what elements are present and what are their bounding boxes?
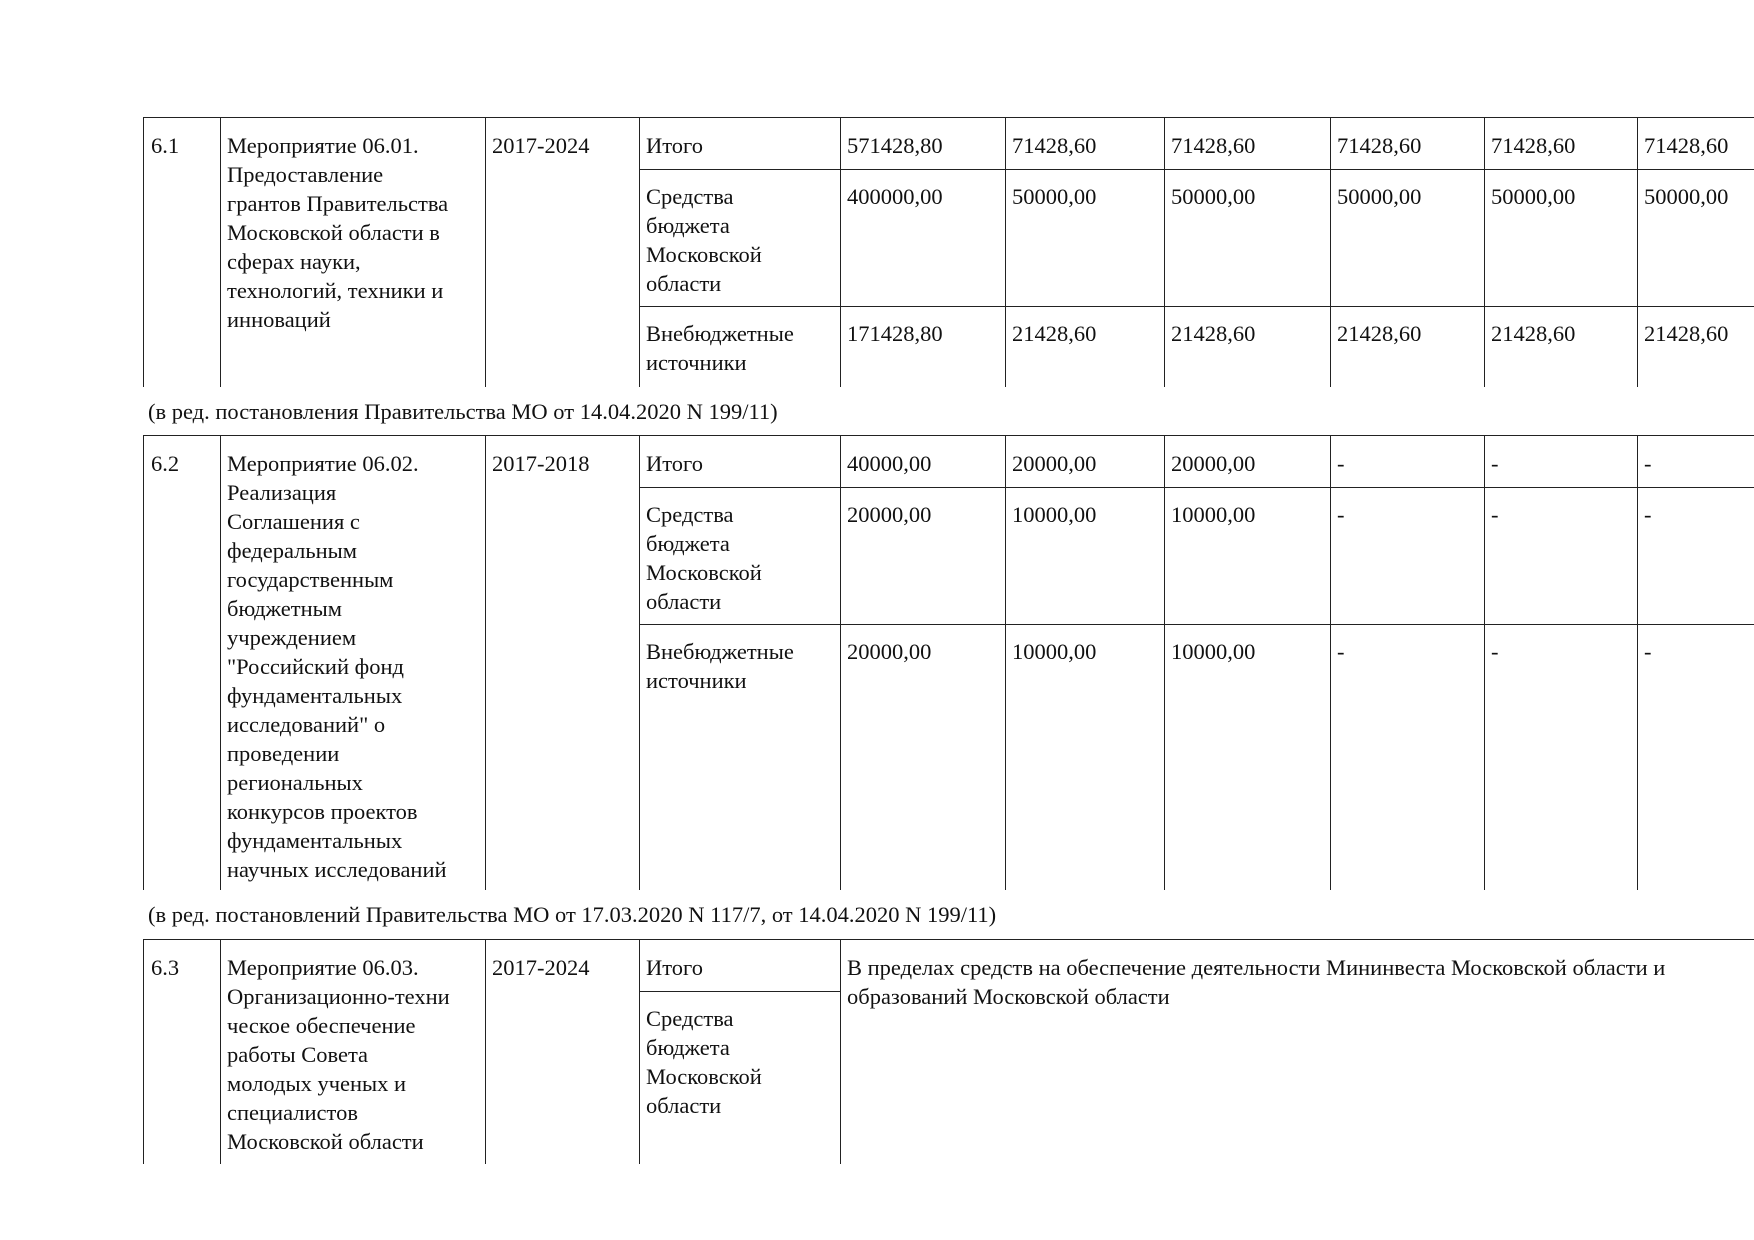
col-border (1164, 435, 1165, 890)
value-cell: 21428,60 (1491, 321, 1576, 346)
source-label: Итого (646, 133, 703, 158)
col-border (143, 939, 144, 1164)
row-number: 6.2 (151, 451, 180, 476)
value-cell: 20000,00 (1171, 451, 1256, 476)
value-cell: 71428,60 (1171, 133, 1256, 158)
row-divider (639, 624, 1754, 625)
value-cell: 21428,60 (1012, 321, 1097, 346)
value-cell: - (1491, 639, 1499, 664)
col-border (1484, 435, 1485, 890)
col-border (220, 117, 221, 387)
value-cell: 50000,00 (1491, 184, 1576, 209)
col-border (1484, 117, 1485, 387)
value-cell: 71428,60 (1012, 133, 1097, 158)
col-border (220, 435, 221, 890)
activity-title: Мероприятие 06.03. Организационно-техни ческое обеспечение работы Совета молодых ученых и специалистов Московской области (227, 955, 450, 1154)
value-cell: - (1337, 451, 1345, 476)
value-cell: 171428,80 (847, 321, 943, 346)
value-cell: 40000,00 (847, 451, 932, 476)
row-top-border (143, 117, 1754, 118)
value-cell: 10000,00 (1012, 502, 1097, 527)
col-border (840, 939, 841, 1164)
value-cell: 50000,00 (1337, 184, 1422, 209)
col-border (1164, 117, 1165, 387)
activity-period: 2017-2018 (492, 451, 590, 476)
col-border (1330, 435, 1331, 890)
value-cell: 20000,00 (847, 639, 932, 664)
value-cell: 10000,00 (1171, 502, 1256, 527)
value-cell: - (1337, 639, 1345, 664)
value-cell: 50000,00 (1012, 184, 1097, 209)
col-border (485, 435, 486, 890)
col-border (1330, 117, 1331, 387)
activity-period: 2017-2024 (492, 955, 590, 980)
row-divider (639, 991, 840, 992)
source-label: Итого (646, 955, 703, 980)
value-cell: 71428,60 (1337, 133, 1422, 158)
col-border (220, 939, 221, 1164)
value-cell: - (1644, 502, 1652, 527)
col-border (485, 117, 486, 387)
value-cell: 50000,00 (1171, 184, 1256, 209)
value-cell: 21428,60 (1171, 321, 1256, 346)
col-border (485, 939, 486, 1164)
activity-title: Мероприятие 06.01. Предоставление грантов Правительства Московской области в сферах науки, технологий, техники и инноваций (227, 133, 449, 332)
value-cell: - (1337, 502, 1345, 527)
value-cell: - (1491, 451, 1499, 476)
row-divider (639, 306, 1754, 307)
merged-funding-text: В пределах средств на обеспечение деятельности Мининвеста Московской области и образований Московской области (847, 955, 1666, 1009)
col-border (840, 117, 841, 387)
col-border (639, 435, 640, 890)
value-cell: 10000,00 (1012, 639, 1097, 664)
source-label: Итого (646, 451, 703, 476)
source-label: Средства бюджета Московской области (646, 1006, 762, 1118)
col-border (840, 435, 841, 890)
col-border (1637, 435, 1638, 890)
col-border (1005, 435, 1006, 890)
source-label: Внебюджетные источники (646, 639, 794, 693)
row-divider (639, 169, 1754, 170)
activity-period: 2017-2024 (492, 133, 590, 158)
value-cell: 571428,80 (847, 133, 943, 158)
col-border (1637, 117, 1638, 387)
row-number: 6.3 (151, 955, 180, 980)
value-cell: 20000,00 (1012, 451, 1097, 476)
value-cell: - (1644, 451, 1652, 476)
value-cell: 21428,60 (1644, 321, 1729, 346)
value-cell: 21428,60 (1337, 321, 1422, 346)
value-cell: 71428,60 (1491, 133, 1576, 158)
value-cell: 71428,60 (1644, 133, 1729, 158)
source-label: Средства бюджета Московской области (646, 184, 762, 296)
value-cell: 50000,00 (1644, 184, 1729, 209)
col-border (1005, 117, 1006, 387)
row-top-border (143, 939, 1754, 940)
source-label: Внебюджетные источники (646, 321, 794, 375)
value-cell: 10000,00 (1171, 639, 1256, 664)
row-divider (639, 487, 1754, 488)
row-number: 6.1 (151, 133, 180, 158)
source-label: Средства бюджета Московской области (646, 502, 762, 614)
activity-title: Мероприятие 06.02. Реализация Соглашения с федеральным государственным бюджетным учреждением "Российский фонд фундаментальных исследований" о проведении региональных конкурсов проектов фундаментальных научных исследований (227, 451, 447, 882)
amendment-note: (в ред. постановлений Правительства МО от 17.03.2020 N 117/7, от 14.04.2020 N 199/11) (148, 902, 997, 927)
col-border (143, 435, 144, 890)
amendment-note: (в ред. постановления Правительства МО от 14.04.2020 N 199/11) (148, 399, 778, 424)
value-cell: - (1491, 502, 1499, 527)
col-border (639, 117, 640, 387)
value-cell: 400000,00 (847, 184, 943, 209)
value-cell: - (1644, 639, 1652, 664)
value-cell: 20000,00 (847, 502, 932, 527)
col-border (639, 939, 640, 1164)
col-border (143, 117, 144, 387)
row-top-border (143, 435, 1754, 436)
